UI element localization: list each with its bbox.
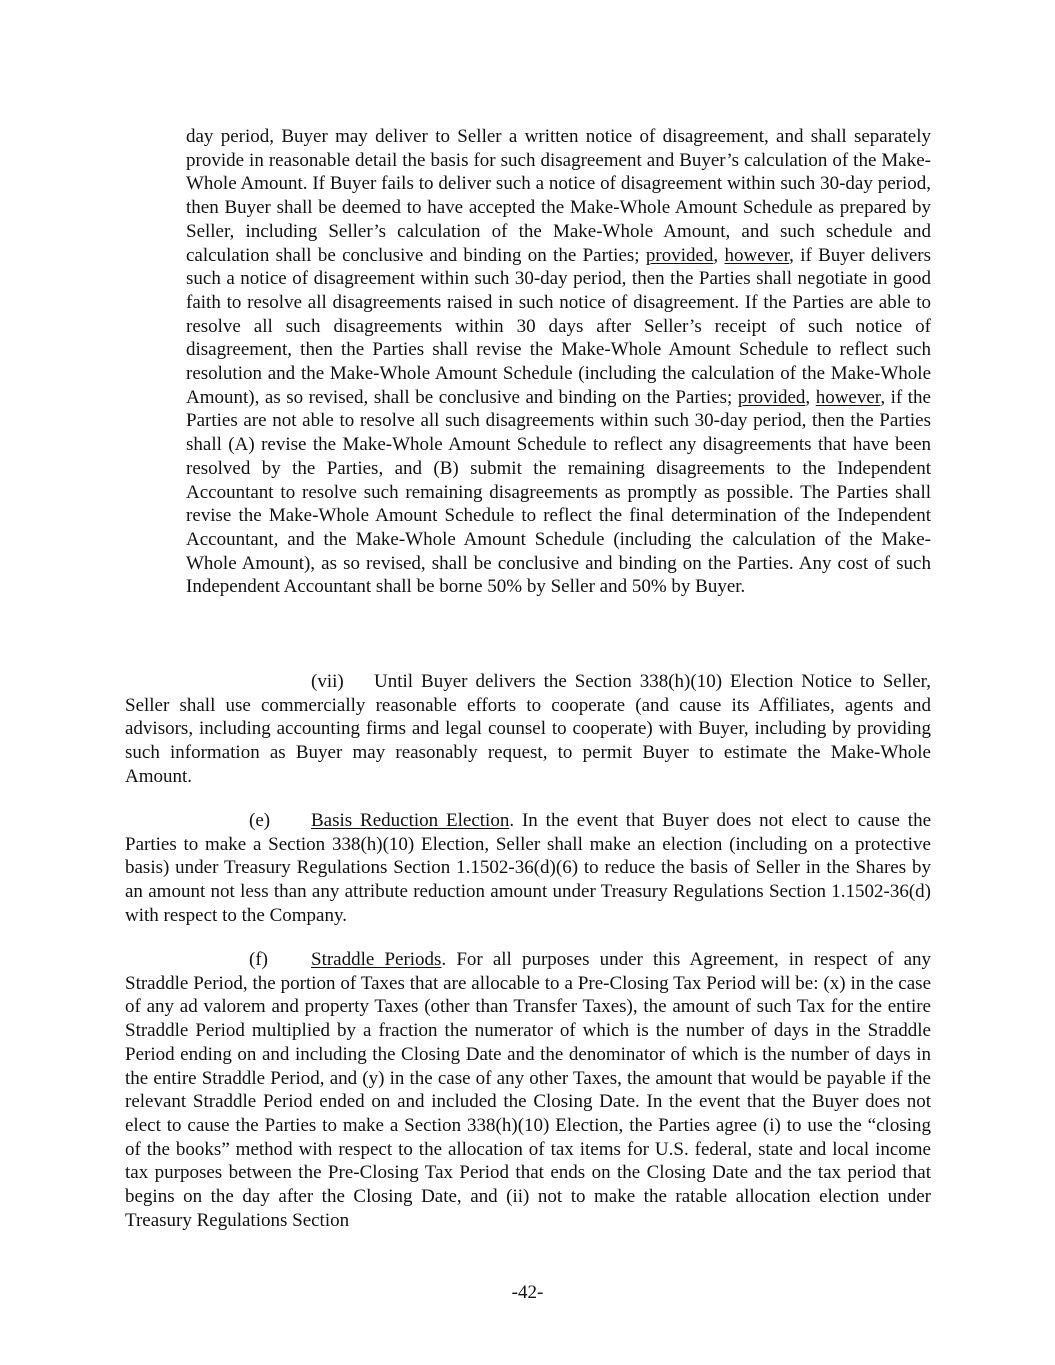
section-label: (f) (249, 949, 268, 970)
provided-term: provided (645, 244, 714, 266)
section-text: . For all purposes under this Agreement, in respect of any Straddle Period, the portion of Taxes that are allocable to a Pre-Closing Tax Period will be: (x) in the case of any ad valorem and property Taxes (other than Transfer Taxes), the amount of such Tax for the entire Straddle Period multiplied by a fraction the numerator of which is the number of days in the Straddle Period ending on and including the Closing Date and the denominator of which is the number of days in the entire Straddle Period, and (y) in the case of any other Taxes, the amount that would be payable if the relevant Straddle Period ended on and included the Closing Date. In the event that the Buyer does not elect to cause the Parties to make a Section 338(h)(10) Election, the Parties agree (i) to use the “closing of the books” method with respect to the allocation of tax items for U.S. federal, state and local income tax purposes between the Pre-Closing Tax Period that ends on the Closing Date and the tax period that begins on the day after the Closing Date, and (ii) not to make the ratable allocation election under Treasury Regulations Section (125, 949, 932, 1231)
section-e-basis-reduction-election (125, 809, 931, 928)
provided-term: provided (737, 386, 806, 408)
paragraph-label: (vii) (311, 671, 344, 692)
section-label: (e) (249, 810, 271, 831)
section-text: . In the event that Buyer does not elect to cause the Parties to make a Section 338(h)(10) Election, Seller shall make an election (including on a protective basis) under Treasury Regulations Section 1.1502-36(d)(6) to reduce the basis of Seller in the Shares by an amount not less than any attribute reduction amount under Treasury Regulations Section 1.1502-36(d) with respect to the Company. (125, 810, 932, 926)
page-number: -42- (511, 1282, 544, 1303)
section-heading: Straddle Periods (311, 949, 442, 970)
however-term: however (724, 244, 790, 266)
text-segment: , (713, 244, 725, 266)
paragraph-make-whole-continuation (186, 125, 931, 599)
section-heading: Basis Reduction Election (311, 810, 510, 831)
text-segment: , (805, 386, 816, 408)
text-segment: , if Buyer delivers such a notice of disagreement within such 30-day period, then the Parties shall negotiate in good faith to resolve all disagreements raised in such notice of disagreement. If the Parties are able to resolve all such disagreements within 30 days after Seller’s receipt of such notice of disagreement, then the Parties shall revise the Make-Whole Amount Schedule to reflect such resolution and the Make-Whole Amount Schedule (including the calculation of the Make-Whole Amount), as so revised, shall be conclusive and binding on the Parties; (186, 244, 931, 408)
paragraph-text: Until Buyer delivers the Section 338(h)(10) Election Notice to Seller, Seller shall use commercially reasonable efforts to cooperate (and cause its Affiliates, agents and advisors, including accounting firms and legal counsel to cooperate) with Buyer, including by providing such information as Buyer may reasonably request, to permit Buyer to estimate the Make-Whole Amount. (125, 671, 931, 787)
paragraph-vii (125, 670, 931, 789)
text-segment: day period, Buyer may deliver to Seller a written notice of disagreement, and shall separately provide in reasonable detail the basis for such disagreement and Buyer’s calculation of the Make-Whole Amount. If Buyer fails to deliver such a notice of disagreement within such 30-day period, then Buyer shall be deemed to have accepted the Make-Whole Amount Schedule as prepared by Seller, including Seller’s calculation of the Make-Whole Amount, and such schedule and calculation shall be conclusive and binding on the Parties; (186, 126, 931, 266)
text-segment: , if the Parties are not able to resolve all such disagreements within such 30-day period, then the Parties shall (A) revise the Make-Whole Amount Schedule to reflect any disagreements that have been resolved by the Parties, and (B) submit the remaining disagreements to the Independent Accountant to resolve such remaining disagreements as promptly as possible. The Parties shall revise the Make-Whole Amount Schedule to reflect the final determination of the Independent Accountant, and the Make-Whole Amount Schedule (including the calculation of the Make-Whole Amount), as so revised, shall be conclusive and binding on the Parties. Any cost of such Independent Accountant shall be borne 50% by Seller and 50% by Buyer. (186, 386, 931, 598)
however-term: however (815, 386, 881, 408)
section-f-straddle-periods (125, 948, 931, 1232)
